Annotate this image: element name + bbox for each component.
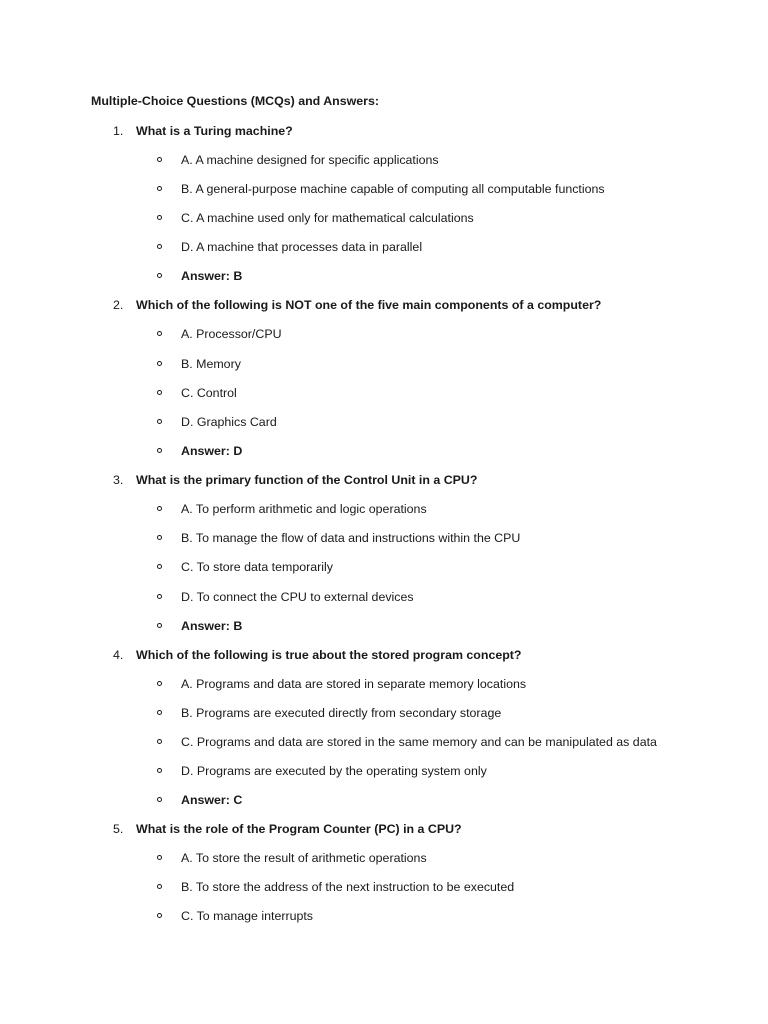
answer-text: Answer: B	[181, 619, 243, 633]
question-number: 3.	[113, 473, 124, 487]
circle-bullet-icon	[157, 884, 162, 889]
circle-bullet-icon	[157, 186, 162, 191]
question-text: Which of the following is true about the stored program concept?	[136, 648, 522, 662]
circle-bullet-icon	[157, 855, 162, 860]
circle-bullet-icon	[157, 390, 162, 395]
option-text: C. A machine used only for mathematical calculations	[181, 211, 474, 225]
circle-bullet-icon	[157, 157, 162, 162]
circle-bullet-icon	[157, 623, 162, 628]
option-text: C. To manage interrupts	[181, 909, 314, 923]
option-text: B. To store the address of the next instruction to be executed	[181, 880, 515, 894]
answer-text: Answer: B	[181, 269, 243, 283]
circle-bullet-icon	[157, 594, 162, 599]
page-heading: Multiple-Choice Questions (MCQs) and Answers:	[91, 94, 379, 108]
circle-bullet-icon	[157, 768, 162, 773]
option-text: A. To perform arithmetic and logic operations	[181, 502, 427, 516]
option-text: A. Processor/CPU	[181, 327, 282, 341]
circle-bullet-icon	[157, 913, 162, 918]
option-text: B. Memory	[181, 357, 241, 371]
option-text: D. Graphics Card	[181, 415, 277, 429]
option-text: C. To store data temporarily	[181, 560, 333, 574]
option-text: D. Programs are executed by the operating system only	[181, 764, 487, 778]
option-text: A. To store the result of arithmetic operations	[181, 851, 427, 865]
circle-bullet-icon	[157, 244, 162, 249]
question-text: What is the primary function of the Control Unit in a CPU?	[136, 473, 478, 487]
circle-bullet-icon	[157, 710, 162, 715]
option-text: A. A machine designed for specific applications	[181, 153, 439, 167]
question-number: 4.	[113, 648, 124, 662]
circle-bullet-icon	[157, 535, 162, 540]
question-text: Which of the following is NOT one of the five main components of a computer?	[136, 298, 602, 312]
option-text: B. A general-purpose machine capable of computing all computable functions	[181, 182, 605, 196]
option-text: D. A machine that processes data in parallel	[181, 240, 423, 254]
circle-bullet-icon	[157, 361, 162, 366]
option-text: C. Control	[181, 386, 237, 400]
circle-bullet-icon	[157, 215, 162, 220]
circle-bullet-icon	[157, 797, 162, 802]
option-text: A. Programs and data are stored in separate memory locations	[181, 677, 527, 691]
circle-bullet-icon	[157, 506, 162, 511]
circle-bullet-icon	[157, 448, 162, 453]
question-number: 5.	[113, 822, 124, 836]
question-text: What is the role of the Program Counter (PC) in a CPU?	[136, 822, 462, 836]
answer-text: Answer: D	[181, 444, 243, 458]
question-number: 1.	[113, 124, 124, 138]
circle-bullet-icon	[157, 419, 162, 424]
option-text: C. Programs and data are stored in the same memory and can be manipulated as data	[181, 735, 657, 749]
circle-bullet-icon	[157, 273, 162, 278]
option-text: B. Programs are executed directly from secondary storage	[181, 706, 502, 720]
circle-bullet-icon	[157, 739, 162, 744]
question-text: What is a Turing machine?	[136, 124, 293, 138]
circle-bullet-icon	[157, 331, 162, 336]
circle-bullet-icon	[157, 564, 162, 569]
question-number: 2.	[113, 298, 124, 312]
option-text: D. To connect the CPU to external devices	[181, 590, 414, 604]
circle-bullet-icon	[157, 681, 162, 686]
answer-text: Answer: C	[181, 793, 243, 807]
option-text: B. To manage the flow of data and instructions within the CPU	[181, 531, 521, 545]
